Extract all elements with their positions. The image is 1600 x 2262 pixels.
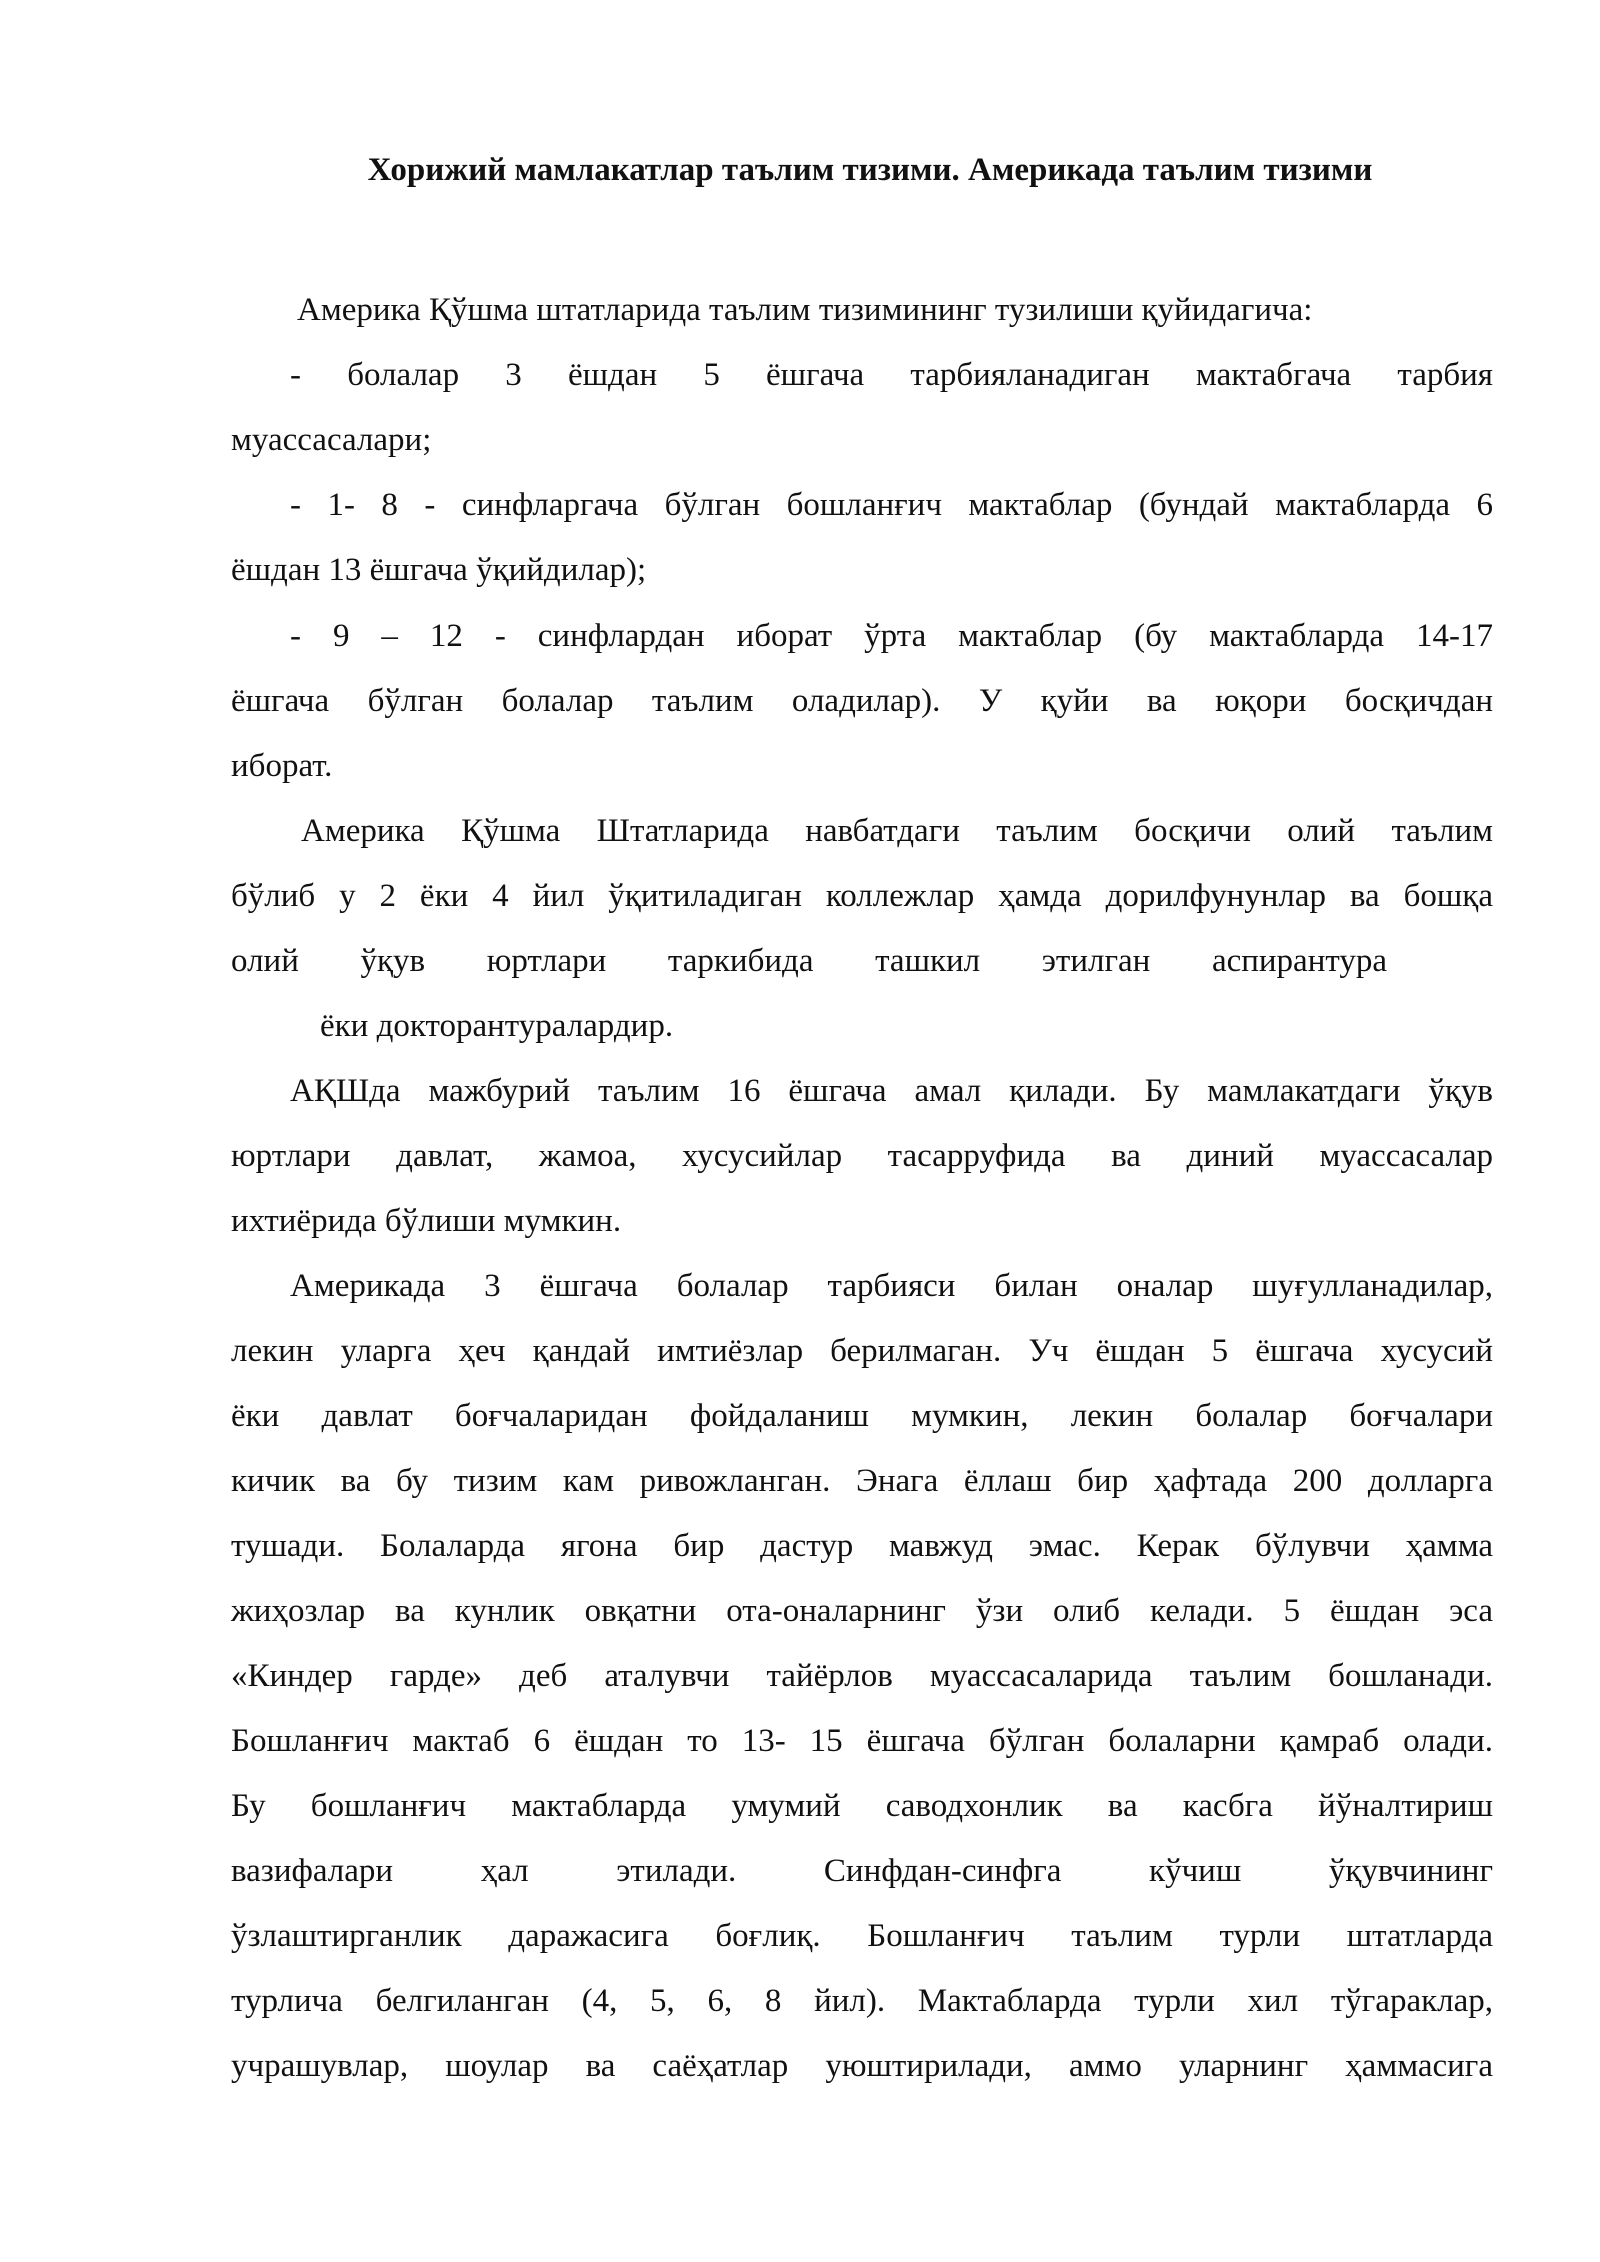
paragraph-line: жиҳозлар ва кунлик овқатни ота-оналарнинг ўзи олиб келади. 5 ёшдан эса [231, 1593, 1493, 1629]
paragraph-line: Америка Қўшма Штатларида навбатдаги таълим босқичи олий таълим [301, 813, 1493, 849]
paragraph-line: ёшгача бўлган болалар таълим оладилар). У қуйи ва юқори босқичдан [231, 683, 1493, 719]
paragraph-line: ўзлаштирганлик даражасига боғлиқ. Бошланғич таълим турли штатларда [231, 1918, 1493, 1954]
paragraph-line: олий ўқув юртлари таркибида ташкил этилган аспирантура [231, 943, 1387, 979]
paragraph-line: юртлари давлат, жамоа, хусусийлар тасарруфида ва диний муассасалар [231, 1138, 1493, 1174]
paragraph-line: Америкада 3 ёшгача болалар тарбияси билан оналар шуғулланадилар, [290, 1268, 1493, 1304]
paragraph-line: - 1- 8 - синфларгача бўлган бошланғич мактаблар (бундай мактабларда 6 [290, 487, 1493, 523]
paragraph-line: ёки докторантуралардир. [320, 1008, 674, 1044]
paragraph-line: турлича белгиланган (4, 5, 6, 8 йил). Мактабларда турли хил тўгараклар, [231, 1983, 1493, 2019]
page-title: Хорижий мамлакатлар таълим тизими. Америкада таълим тизими [367, 152, 1373, 188]
paragraph-line: вазифалари ҳал этилади. Синфдан-синфга кўчиш ўқувчининг [231, 1853, 1493, 1889]
paragraph-line: тушади. Болаларда ягона бир дастур мавжуд эмас. Керак бўлувчи ҳамма [231, 1528, 1493, 1564]
paragraph-line: ихтиёрида бўлиши мумкин. [231, 1203, 622, 1239]
paragraph-line: «Киндер гарде» деб аталувчи тайёрлов муассасаларида таълим бошланади. [231, 1658, 1493, 1694]
paragraph-line: муассасалари; [231, 422, 432, 458]
paragraph-line: лекин уларга ҳеч қандай имтиёзлар берилмаган. Уч ёшдан 5 ёшгача хусусий [231, 1333, 1493, 1369]
paragraph-line: АҚШда мажбурий таълим 16 ёшгача амал қилади. Бу мамлакатдаги ўқув [290, 1073, 1493, 1109]
paragraph-line: бўлиб у 2 ёки 4 йил ўқитиладиган коллежлар ҳамда дорилфунунлар ва бошқа [231, 878, 1493, 914]
paragraph-line: Бошланғич мактаб 6 ёшдан то 13- 15 ёшгача бўлган болаларни қамраб олади. [231, 1723, 1493, 1759]
paragraph-line: - 9 – 12 - синфлардан иборат ўрта мактаблар (бу мактабларда 14-17 [290, 618, 1493, 654]
paragraph-line: учрашувлар, шоулар ва саёҳатлар уюштирилади, аммо уларнинг ҳаммасига [231, 2048, 1493, 2084]
paragraph-line: Бу бошланғич мактабларда умумий саводхонлик ва касбга йўналтириш [231, 1788, 1493, 1824]
paragraph-line: ёки давлат боғчаларидан фойдаланиш мумкин, лекин болалар боғчалари [231, 1398, 1493, 1434]
paragraph-line: кичик ва бу тизим кам ривожланган. Энага ёллаш бир ҳафтада 200 долларга [231, 1463, 1493, 1499]
paragraph-line: иборат. [231, 748, 333, 784]
paragraph-line: ёшдан 13 ёшгача ўқийдилар); [231, 552, 647, 588]
paragraph-line: - болалар 3 ёшдан 5 ёшгача тарбияланадиган мактабгача тарбия [290, 357, 1493, 393]
paragraph-line: Америка Қўшма штатларида таълим тизимининг тузилиши қуйидагича: [297, 292, 1313, 328]
